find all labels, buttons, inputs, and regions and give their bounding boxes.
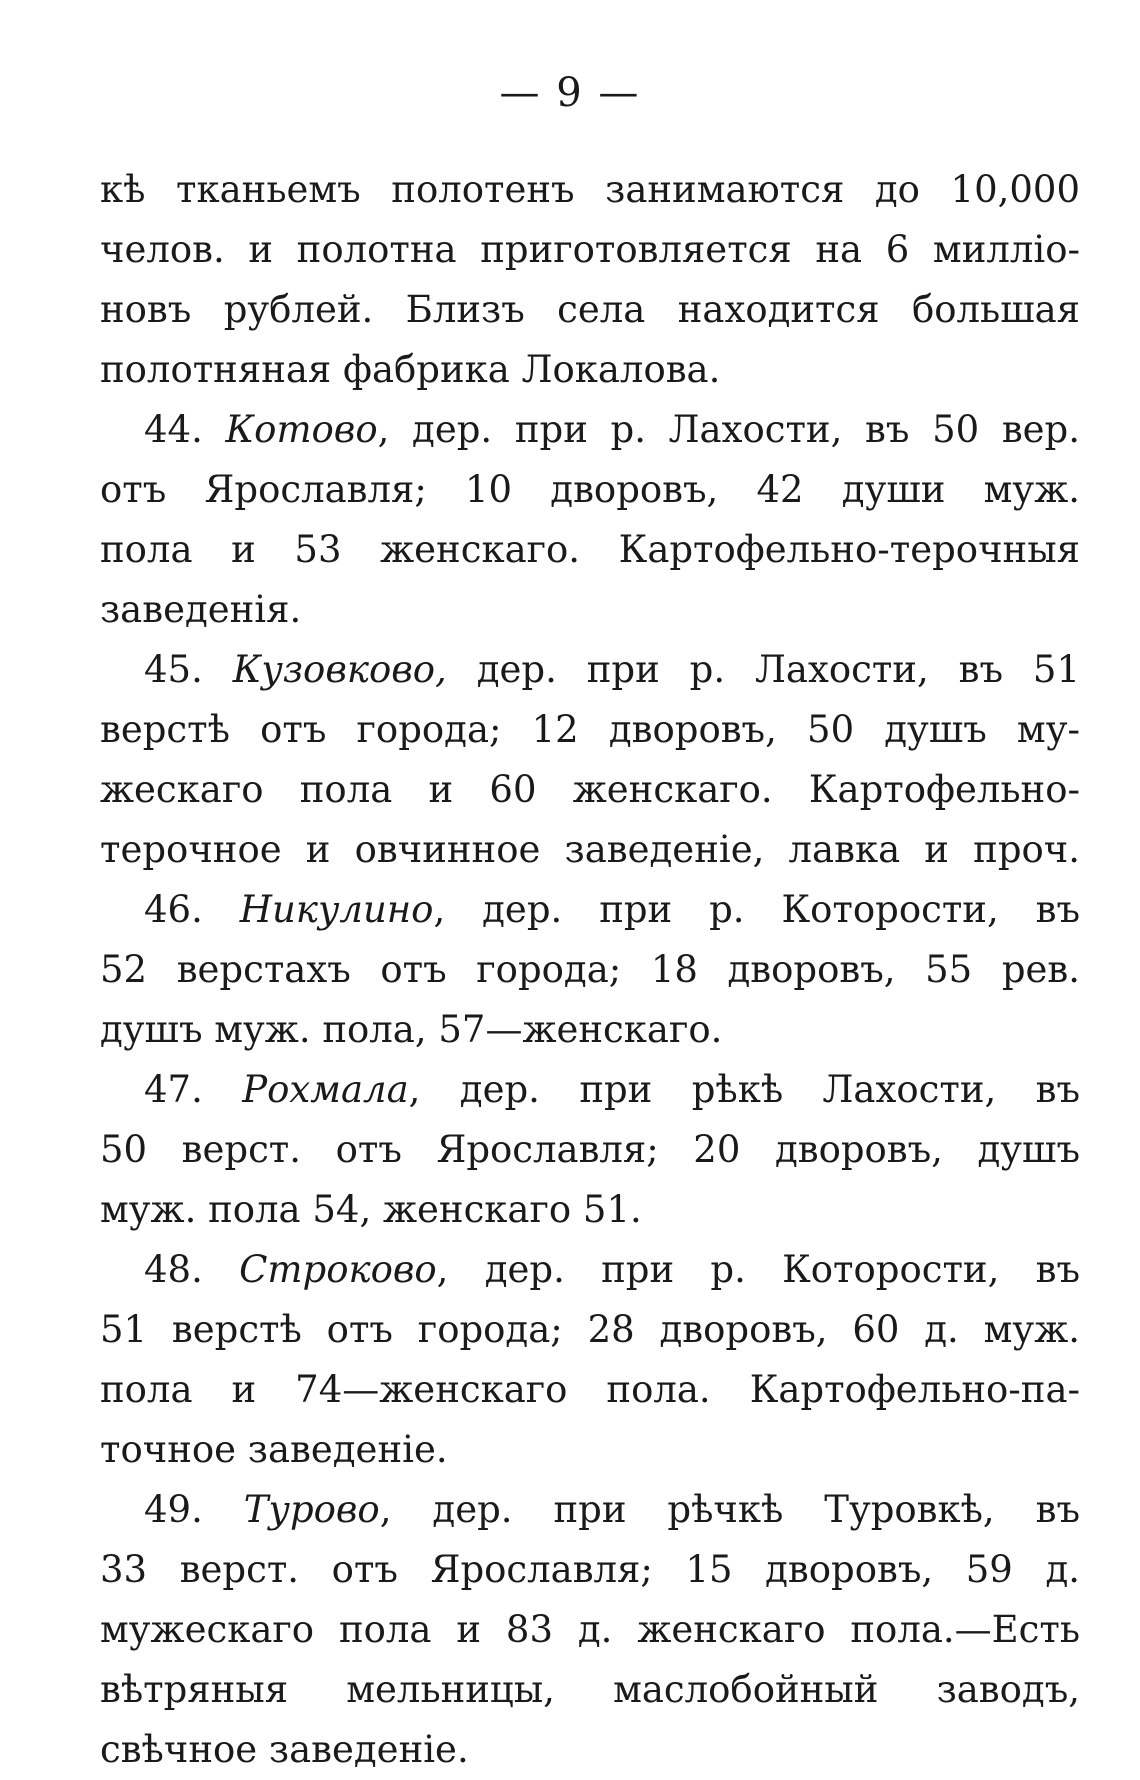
- entry-first-line-text: , дер. при рѣчкѣ Туровкѣ, въ: [379, 1488, 1080, 1531]
- entry-first-line-text: , дер. при р. Которости, въ: [436, 1248, 1080, 1291]
- place-name: Рохмала: [242, 1068, 409, 1111]
- text-line: кѣ тканьемъ полотенъ занимаются до 10,000: [100, 168, 1080, 211]
- place-name: Турово: [243, 1488, 380, 1531]
- text-line: вѣтряныя мельницы, маслобойный заводъ,: [100, 1668, 1080, 1711]
- entry-first-line-text: , дер. при р. Лахости, въ 50 вер.: [377, 408, 1080, 451]
- text-line: 52 верстахъ отъ города; 18 дворовъ, 55 рев.: [100, 948, 1080, 991]
- text-line: муж. пола 54, женскаго 51.: [100, 1188, 642, 1231]
- text-line: жескаго пола и 60 женскаго. Картофельно-: [100, 768, 1080, 811]
- entry-first-line-text: , дер. при рѣкѣ Лахости, въ: [408, 1068, 1080, 1111]
- entry-number: 45.: [144, 648, 203, 691]
- entry-first-line: [100, 640, 1080, 700]
- text-line: 50 верст. отъ Ярославля; 20 дворовъ, душъ: [100, 1128, 1080, 1171]
- place-name: Никулино: [239, 888, 434, 931]
- text-line: точное заведеніе.: [100, 1428, 448, 1471]
- page-number: — 9 —: [499, 70, 641, 116]
- entry-first-line: [100, 880, 1080, 940]
- page-body: [100, 160, 1080, 1780]
- text-line: челов. и полотна приготовляется на 6 милліо-: [100, 228, 1080, 271]
- entry-number: 44.: [144, 408, 203, 451]
- entry-48: [100, 1240, 1080, 1480]
- entry-49: [100, 1480, 1080, 1780]
- entry-46: [100, 880, 1080, 1060]
- place-name: Строково: [239, 1248, 437, 1291]
- entry-number: 47.: [144, 1068, 203, 1111]
- text-line: пола и 53 женскаго. Картофельно-терочныя: [100, 528, 1080, 571]
- text-line: мужескаго пола и 83 д. женскаго пола.—Есть: [100, 1608, 1080, 1651]
- text-line: новъ рублей. Близъ села находится большая: [100, 288, 1080, 331]
- text-line: терочное и овчинное заведеніе, лавка и проч.: [100, 828, 1080, 871]
- entry-first-line-text: , дер. при р. Которости, въ: [433, 888, 1080, 931]
- place-name: Котово: [225, 408, 378, 451]
- text-line: пола и 74—женскаго пола. Картофельно-па-: [100, 1368, 1080, 1411]
- entry-first-line: [100, 1060, 1080, 1120]
- entry-number: 46.: [144, 888, 203, 931]
- text-line: отъ Ярославля; 10 дворовъ, 42 души муж.: [100, 468, 1080, 511]
- text-line: свѣчное заведеніе.: [100, 1728, 469, 1771]
- entry-45: [100, 640, 1080, 880]
- entry-first-line: [100, 1240, 1080, 1300]
- text-line: душъ муж. пола, 57—женскаго.: [100, 1008, 723, 1051]
- entry-number: 49.: [144, 1488, 203, 1531]
- place-name: Кузовково,: [232, 648, 447, 691]
- entry-first-line-text: дер. при р. Лахости, въ 51: [446, 648, 1080, 691]
- text-line: 33 верст. отъ Ярославля; 15 дворовъ, 59 д.: [100, 1548, 1080, 1591]
- entry-44: [100, 400, 1080, 640]
- entry-number: 48.: [144, 1248, 203, 1291]
- text-line: верстѣ отъ города; 12 дворовъ, 50 душъ му-: [100, 708, 1080, 751]
- entry-47: [100, 1060, 1080, 1240]
- text-line: 51 верстѣ отъ города; 28 дворовъ, 60 д. муж.: [100, 1308, 1080, 1351]
- intro-paragraph: [100, 160, 1080, 400]
- entry-first-line: [100, 1480, 1080, 1540]
- text-line: заведенія.: [100, 588, 302, 631]
- entry-first-line: [100, 400, 1080, 460]
- text-line: полотняная фабрика Локалова.: [100, 348, 721, 391]
